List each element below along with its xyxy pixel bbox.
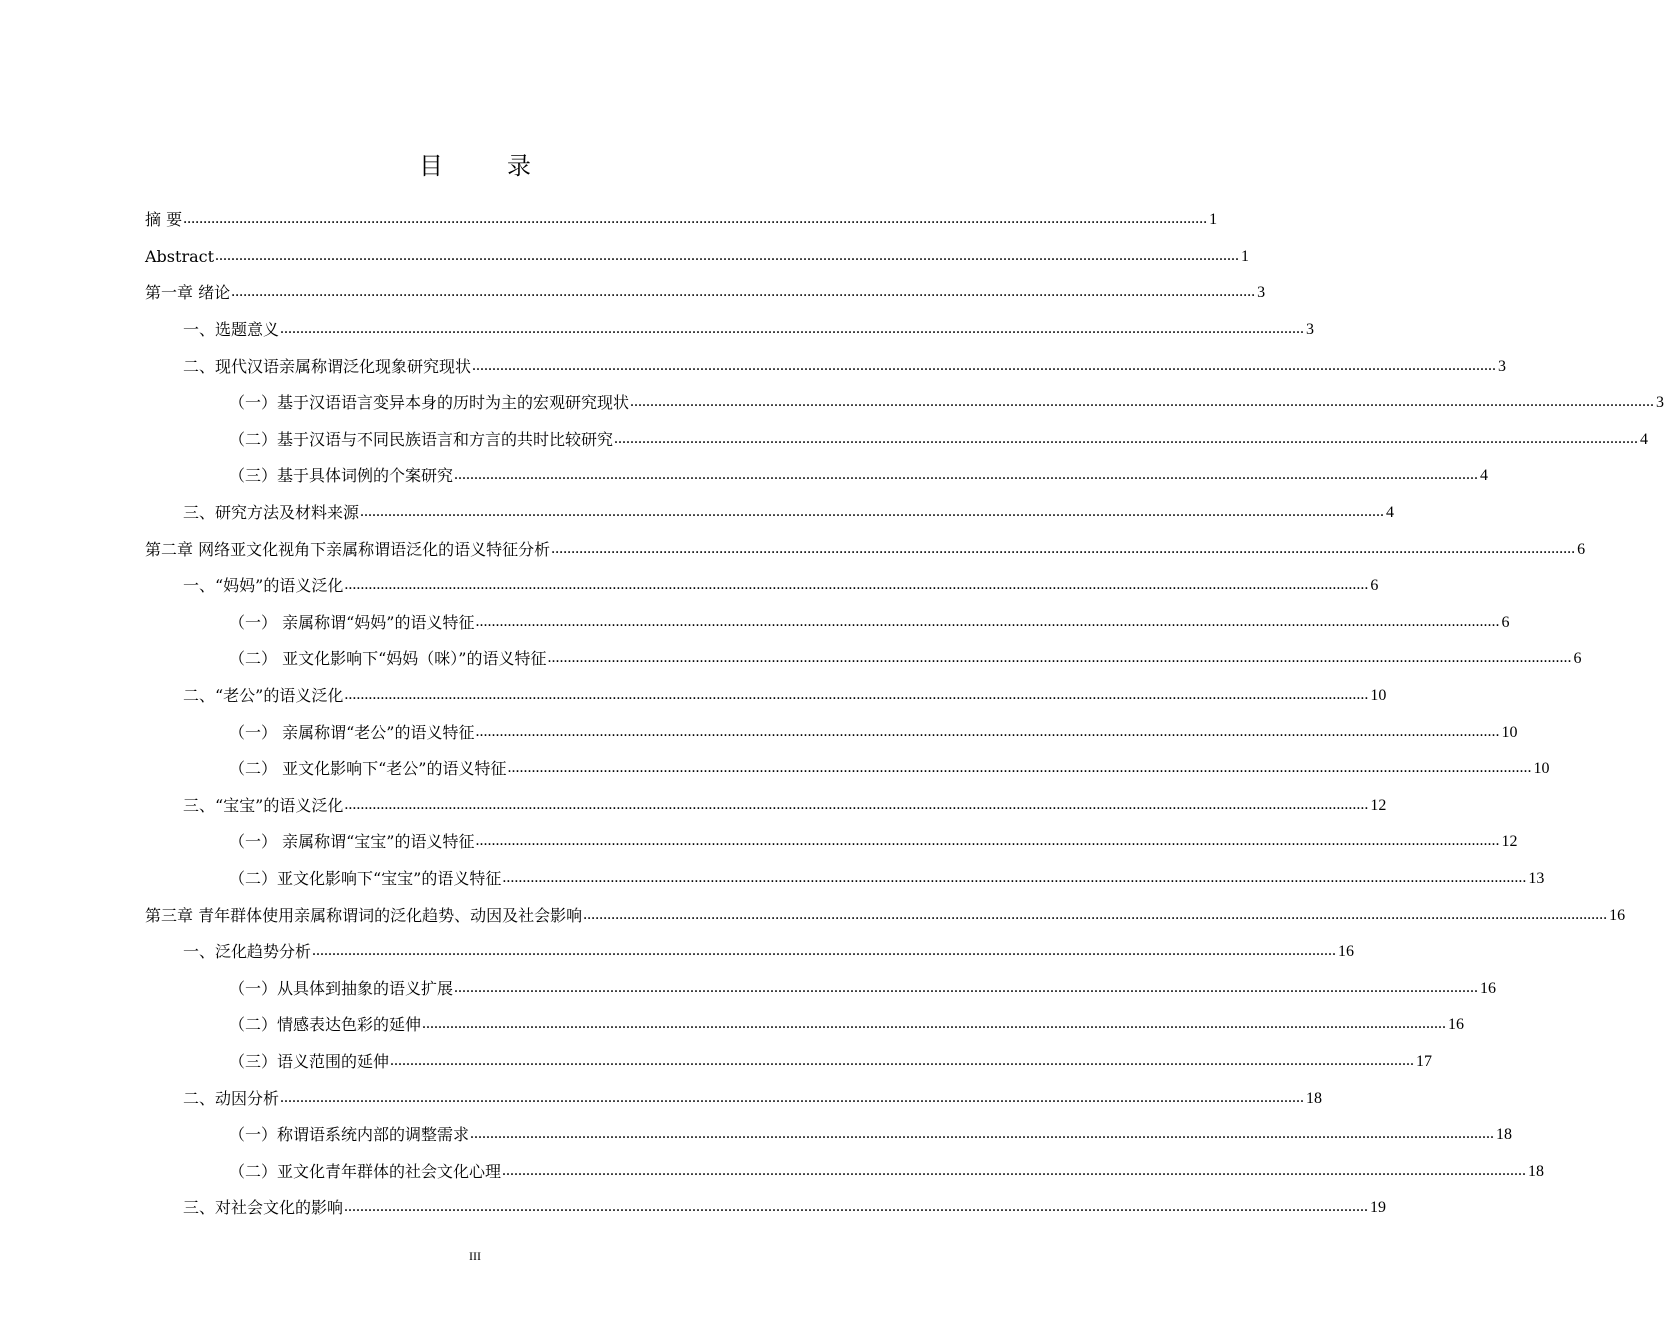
toc-entry-title: （三）语义范围的延伸 bbox=[229, 1051, 390, 1071]
toc-entry[interactable] bbox=[145, 678, 1387, 715]
toc-entry[interactable] bbox=[145, 531, 1586, 568]
toc-dot-leader: ................................................................................................................................................................................................................................................................ bbox=[344, 686, 1369, 704]
toc-entry-title: （一）基于汉语语言变异本身的历时为主的宏观研究现状 bbox=[229, 393, 630, 413]
toc-page-number: 4 bbox=[1480, 467, 1489, 485]
toc-page-number: 6 bbox=[1501, 613, 1510, 631]
toc-entry[interactable] bbox=[145, 714, 1518, 751]
toc-page-number: 6 bbox=[1370, 577, 1379, 595]
toc-entry-title: 一、泛化趋势分析 bbox=[183, 942, 312, 962]
toc-page-number: 13 bbox=[1528, 869, 1545, 887]
toc-dot-leader: ................................................................................................................................................................................................................................................................ bbox=[507, 759, 1532, 777]
toc-entry[interactable] bbox=[145, 239, 1250, 276]
toc-dot-leader: ................................................................................................................................................................................................................................................................ bbox=[280, 1088, 1305, 1106]
toc-entry-title: （三）基于具体词例的个案研究 bbox=[229, 466, 454, 486]
toc-dot-leader: ................................................................................................................................................................................................................................................................ bbox=[475, 832, 1500, 850]
toc-entry[interactable] bbox=[145, 970, 1497, 1007]
toc-dot-leader: ................................................................................................................................................................................................................................................................ bbox=[344, 1198, 1369, 1216]
toc-dot-leader: ................................................................................................................................................................................................................................................................ bbox=[630, 393, 1655, 411]
toc-page-number: 4 bbox=[1386, 504, 1395, 522]
toc-entry[interactable] bbox=[145, 641, 1582, 678]
toc-entry[interactable] bbox=[145, 1153, 1545, 1190]
toc-dot-leader: ................................................................................................................................................................................................................................................................ bbox=[475, 722, 1500, 740]
toc-entry[interactable] bbox=[145, 348, 1507, 385]
toc-entry-title: 第二章 网络亚文化视角下亲属称谓语泛化的语义特征分析 bbox=[145, 539, 551, 559]
toc-entry-title: （一） 亲属称谓“宝宝”的语义特征 bbox=[229, 832, 475, 852]
toc-entry-title: （二）情感表达色彩的延伸 bbox=[229, 1015, 422, 1035]
toc-entry[interactable] bbox=[145, 458, 1489, 495]
toc-entry-title: 一、“妈妈”的语义泛化 bbox=[183, 576, 344, 596]
toc-entry[interactable] bbox=[145, 788, 1387, 825]
toc-entry[interactable] bbox=[145, 312, 1315, 349]
toc-entry-title: 二、现代汉语亲属称谓泛化现象研究现状 bbox=[183, 356, 472, 376]
toc-page-number: 1 bbox=[1241, 247, 1250, 265]
toc-page-number: 3 bbox=[1257, 284, 1266, 302]
toc-entry-title: 第三章 青年群体使用亲属称谓词的泛化趋势、动因及社会影响 bbox=[145, 905, 583, 925]
toc-page-number: 3 bbox=[1656, 394, 1664, 412]
toc-dot-leader: ................................................................................................................................................................................................................................................................ bbox=[502, 1161, 1527, 1179]
toc-entry[interactable] bbox=[145, 751, 1550, 788]
toc-entry[interactable] bbox=[145, 1044, 1433, 1081]
toc-dot-leader: ................................................................................................................................................................................................................................................................ bbox=[312, 942, 1337, 960]
toc-page-number: 10 bbox=[1370, 687, 1387, 705]
toc-entry[interactable] bbox=[145, 568, 1379, 605]
toc-entry-title: 第一章 绪论 bbox=[145, 283, 231, 303]
toc-entry[interactable] bbox=[145, 1007, 1465, 1044]
toc-entry-title: 三、“宝宝”的语义泛化 bbox=[183, 795, 344, 815]
toc-entry[interactable] bbox=[145, 1080, 1323, 1117]
toc-entry[interactable] bbox=[145, 495, 1395, 532]
toc-dot-leader: ................................................................................................................................................................................................................................................................ bbox=[454, 978, 1479, 996]
toc-page-number: 18 bbox=[1528, 1162, 1545, 1180]
page-number: III bbox=[469, 1249, 481, 1263]
toc-dot-leader: ................................................................................................................................................................................................................................................................ bbox=[502, 868, 1527, 886]
table-of-contents bbox=[145, 202, 1664, 1227]
toc-entry-title: （一） 亲属称谓“妈妈”的语义特征 bbox=[229, 612, 475, 632]
toc-entry-title: （二） 亚文化影响下“老公”的语义特征 bbox=[229, 759, 507, 779]
toc-dot-leader: ................................................................................................................................................................................................................................................................ bbox=[583, 905, 1608, 923]
toc-entry-title: 二、“老公”的语义泛化 bbox=[183, 686, 344, 706]
toc-page-number: 12 bbox=[1501, 833, 1518, 851]
toc-dot-leader: ................................................................................................................................................................................................................................................................ bbox=[475, 612, 1500, 630]
toc-entry[interactable] bbox=[145, 934, 1355, 971]
toc-page-number: 12 bbox=[1370, 796, 1387, 814]
toc-entry-title: （一）从具体到抽象的语义扩展 bbox=[229, 978, 454, 998]
toc-dot-leader: ................................................................................................................................................................................................................................................................ bbox=[390, 1051, 1415, 1069]
toc-entry-title: 三、对社会文化的影响 bbox=[183, 1198, 344, 1218]
toc-entry-title: （一）称谓语系统内部的调整需求 bbox=[229, 1125, 470, 1145]
toc-page-number: 19 bbox=[1370, 1199, 1387, 1217]
toc-dot-leader: ................................................................................................................................................................................................................................................................ bbox=[472, 356, 1497, 374]
toc-entry-title: （二）亚文化青年群体的社会文化心理 bbox=[229, 1161, 502, 1181]
toc-entry[interactable] bbox=[145, 1117, 1513, 1154]
toc-dot-leader: ................................................................................................................................................................................................................................................................ bbox=[422, 1015, 1447, 1033]
toc-dot-leader: ................................................................................................................................................................................................................................................................ bbox=[344, 795, 1369, 813]
toc-entry[interactable] bbox=[145, 605, 1510, 642]
toc-entry-title: （一） 亲属称谓“老公”的语义特征 bbox=[229, 722, 475, 742]
toc-page-number: 10 bbox=[1533, 760, 1550, 778]
toc-page-number: 16 bbox=[1338, 943, 1355, 961]
toc-dot-leader: ................................................................................................................................................................................................................................................................ bbox=[360, 503, 1385, 521]
toc-page-number: 17 bbox=[1416, 1052, 1433, 1070]
toc-entry-title: 三、研究方法及材料来源 bbox=[183, 503, 360, 523]
toc-page-number: 18 bbox=[1306, 1089, 1323, 1107]
toc-entry[interactable] bbox=[145, 422, 1649, 459]
toc-page-number: 16 bbox=[1609, 906, 1626, 924]
toc-entry-title: 一、选题意义 bbox=[183, 320, 280, 340]
toc-dot-leader: ................................................................................................................................................................................................................................................................ bbox=[344, 576, 1369, 594]
toc-entry[interactable] bbox=[145, 861, 1545, 898]
toc-dot-leader: ................................................................................................................................................................................................................................................................ bbox=[215, 246, 1240, 264]
toc-page-number: 3 bbox=[1498, 357, 1507, 375]
toc-dot-leader: ................................................................................................................................................................................................................................................................ bbox=[547, 649, 1572, 667]
toc-page-number: 3 bbox=[1306, 321, 1315, 339]
toc-dot-leader: ................................................................................................................................................................................................................................................................ bbox=[231, 283, 1256, 301]
toc-entry-title: 摘 要 bbox=[145, 210, 183, 230]
toc-entry-title: （二）基于汉语与不同民族语言和方言的共时比较研究 bbox=[229, 429, 614, 449]
toc-entry-title: （二） 亚文化影响下“妈妈（咪）”的语义特征 bbox=[229, 649, 547, 669]
toc-dot-leader: ................................................................................................................................................................................................................................................................ bbox=[551, 539, 1576, 557]
toc-page-number: 4 bbox=[1640, 430, 1649, 448]
toc-entry[interactable] bbox=[145, 1190, 1387, 1227]
toc-page-number: 1 bbox=[1209, 211, 1218, 229]
toc-page-number: 6 bbox=[1573, 650, 1582, 668]
toc-entry-title: （二）亚文化影响下“宝宝”的语义特征 bbox=[229, 868, 502, 888]
toc-entry[interactable] bbox=[145, 897, 1626, 934]
toc-dot-leader: ................................................................................................................................................................................................................................................................ bbox=[614, 429, 1639, 447]
toc-dot-leader: ................................................................................................................................................................................................................................................................ bbox=[470, 1125, 1495, 1143]
toc-dot-leader: ................................................................................................................................................................................................................................................................ bbox=[183, 210, 1208, 228]
toc-entry-title: 二、动因分析 bbox=[183, 1088, 280, 1108]
toc-entry-title: Abstract bbox=[145, 246, 215, 266]
toc-entry[interactable] bbox=[145, 202, 1218, 239]
toc-page-number: 18 bbox=[1496, 1126, 1513, 1144]
toc-page-number: 16 bbox=[1480, 979, 1497, 997]
toc-title: 目 录 bbox=[419, 152, 551, 180]
toc-entry[interactable] bbox=[145, 824, 1518, 861]
toc-dot-leader: ................................................................................................................................................................................................................................................................ bbox=[454, 466, 1479, 484]
toc-dot-leader: ................................................................................................................................................................................................................................................................ bbox=[280, 320, 1305, 338]
toc-page-number: 10 bbox=[1501, 723, 1518, 741]
toc-entry[interactable] bbox=[145, 385, 1664, 422]
toc-page-number: 6 bbox=[1577, 540, 1586, 558]
toc-page-number: 16 bbox=[1448, 1016, 1465, 1034]
toc-entry[interactable] bbox=[145, 275, 1266, 312]
